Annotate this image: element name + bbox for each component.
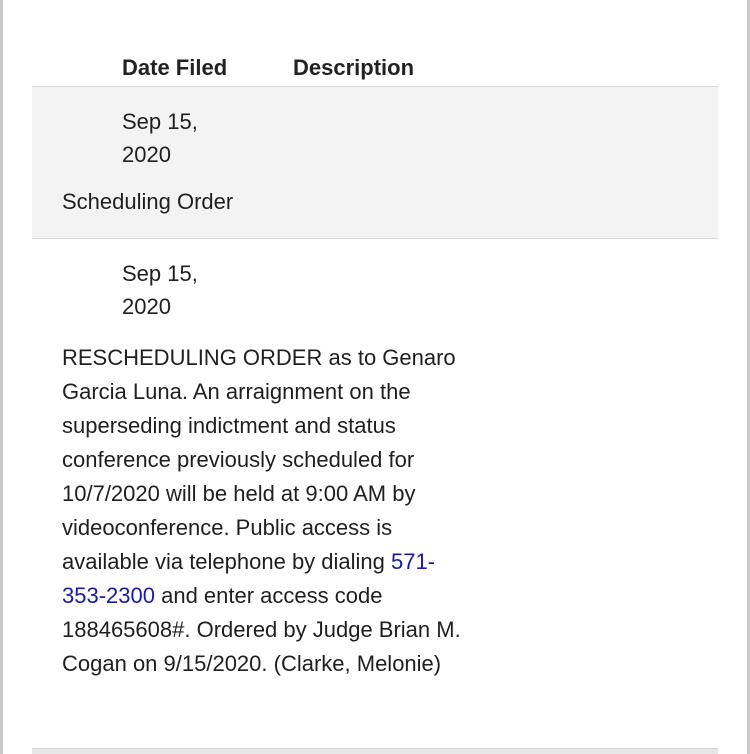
column-header-date-filed[interactable]: Date Filed <box>122 55 228 80</box>
date-filed-cell <box>122 105 242 171</box>
date-month-day: Sep 15, <box>122 261 198 286</box>
date-year: 2020 <box>122 294 171 319</box>
description-text-part2: and enter access code 188465608#. Ordered by Judge Brian M. Cogan on 9/15/2020. (Clarke, Melonie) <box>62 583 461 676</box>
table-row <box>32 86 718 238</box>
description-text-part1: RESCHEDULING ORDER as to Genaro Garcia Luna. An arraignment on the superseding indictment and status conference previously scheduled for 10/7/2020 will be held at 9:00 AM by videoconference. Public access is available via telephone by dialing <box>62 345 456 574</box>
column-header-description[interactable]: Description <box>293 55 415 80</box>
description-cell <box>62 341 472 681</box>
docket-table <box>32 0 718 748</box>
date-filed-cell <box>122 257 242 323</box>
phone-link[interactable]: 571-353-2300 <box>62 549 436 608</box>
table-row <box>32 238 718 748</box>
description-cell: Scheduling Order <box>62 189 234 214</box>
date-month-day: Sep 15, <box>122 109 198 134</box>
date-year: 2020 <box>122 142 171 167</box>
table-header <box>32 0 718 86</box>
next-row-divider <box>32 748 718 754</box>
